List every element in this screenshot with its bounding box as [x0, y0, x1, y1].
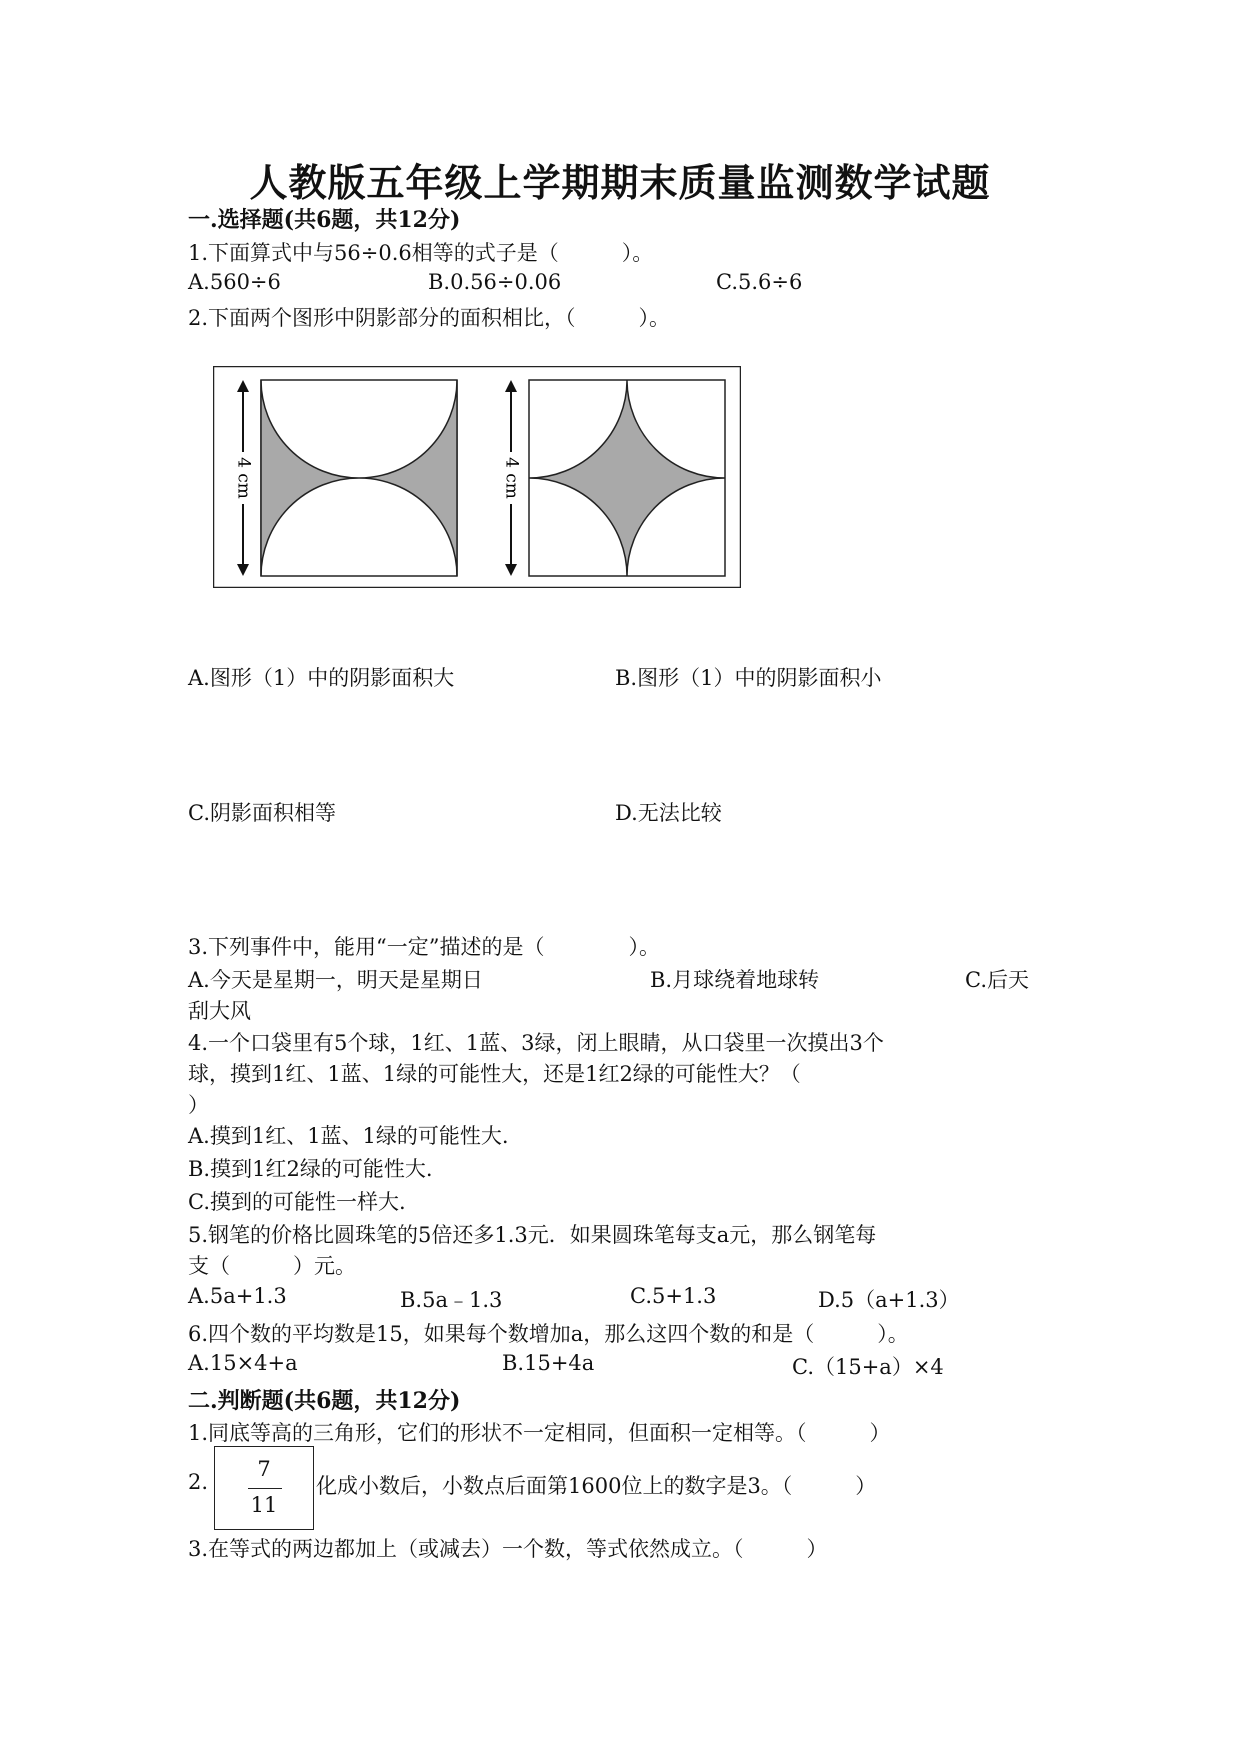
- question-2-option-d: D.无法比较: [615, 801, 722, 825]
- question-1-stem: 1.下面算式中与56÷0.6相等的式子是（ ）。: [188, 241, 654, 265]
- question-5-stem-line-1: 5.钢笔的价格比圆珠笔的5倍还多1.3元．如果圆珠笔每支a元，那么钢笔每: [188, 1223, 877, 1247]
- section-header-choice: 一.选择题(共6题，共12分): [188, 207, 461, 233]
- question-4-stem-line-1: 4.一个口袋里有5个球，1红、1蓝、3绿，闭上眼睛，从口袋里一次摸出3个: [188, 1031, 884, 1055]
- question-6-option-a: A.15×4+a: [188, 1351, 298, 1375]
- question-2-option-a: A.图形（1）中的阴影面积大: [188, 666, 455, 690]
- question-1-option-b: B.0.56÷0.06: [428, 270, 562, 294]
- question-4-option-b: B.摸到1红2绿的可能性大.: [188, 1157, 433, 1181]
- shaded-area-figure: [213, 366, 741, 588]
- figure-1-dimension-label: 4 cm: [233, 457, 254, 499]
- question-5-stem-line-2: 支（ ）元。: [188, 1254, 356, 1278]
- section-header-judgment: 二.判断题(共6题，共12分): [188, 1388, 461, 1414]
- question-2-stem: 2.下面两个图形中阴影部分的面积相比，（ ）。: [188, 306, 671, 330]
- question-5-option-b: B.5a﹣1.3: [400, 1288, 503, 1312]
- question-6-stem: 6.四个数的平均数是15，如果每个数增加a，那么这四个数的和是（ ）。: [188, 1322, 909, 1346]
- question-2-option-b: B.图形（1）中的阴影面积小: [615, 666, 882, 690]
- question-3-option-c: C.后天: [965, 968, 1029, 992]
- question-3-option-a: A.今天是星期一，明天是星期日: [188, 968, 483, 992]
- question-4-option-a: A.摸到1红、1蓝、1绿的可能性大.: [188, 1124, 509, 1148]
- question-4-stem-line-2: 球，摸到1红、1蓝、1绿的可能性大，还是1红2绿的可能性大？（: [188, 1062, 801, 1086]
- fraction-box: [214, 1446, 314, 1530]
- judgment-1: 1.同底等高的三角形，它们的形状不一定相同，但面积一定相等。（ ）: [188, 1421, 891, 1445]
- figure-2: [502, 380, 726, 576]
- question-5-option-d: D.5（a+1.3）: [818, 1288, 960, 1312]
- fraction-denominator: 11: [250, 1493, 278, 1517]
- question-2-figure: [213, 366, 741, 588]
- question-4-stem-line-3: ）: [188, 1093, 209, 1117]
- question-4-option-c: C.摸到的可能性一样大.: [188, 1190, 406, 1214]
- question-3-option-b: B.月球绕着地球转: [650, 968, 820, 992]
- fraction-numerator: 7: [257, 1457, 271, 1481]
- question-3-option-c-continued: 刮大风: [188, 999, 251, 1023]
- fraction-bar: [248, 1488, 282, 1489]
- question-6-option-c: C.（15+a）×4: [792, 1355, 944, 1379]
- question-5-option-a: A.5a+1.3: [188, 1284, 287, 1308]
- page-title: 人教版五年级上学期期末质量监测数学试题: [249, 160, 991, 205]
- judgment-3: 3.在等式的两边都加上（或减去）一个数，等式依然成立。（ ）: [188, 1537, 828, 1561]
- figure-2-dimension-label: 4 cm: [501, 457, 522, 499]
- question-6-option-b: B.15+4a: [502, 1351, 595, 1375]
- question-2-option-c: C.阴影面积相等: [188, 801, 336, 825]
- judgment-2-text: 化成小数后，小数点后面第1600位上的数字是3。（ ）: [316, 1474, 877, 1498]
- question-1-option-c: C.5.6÷6: [716, 270, 803, 294]
- question-1-option-a: A.560÷6: [188, 270, 281, 294]
- question-5-option-c: C.5+1.3: [630, 1284, 717, 1308]
- judgment-2-prefix: 2.: [188, 1470, 209, 1494]
- question-3-stem: 3.下列事件中，能用“一定”描述的是（ ）。: [188, 935, 661, 959]
- figure-1: [234, 380, 458, 576]
